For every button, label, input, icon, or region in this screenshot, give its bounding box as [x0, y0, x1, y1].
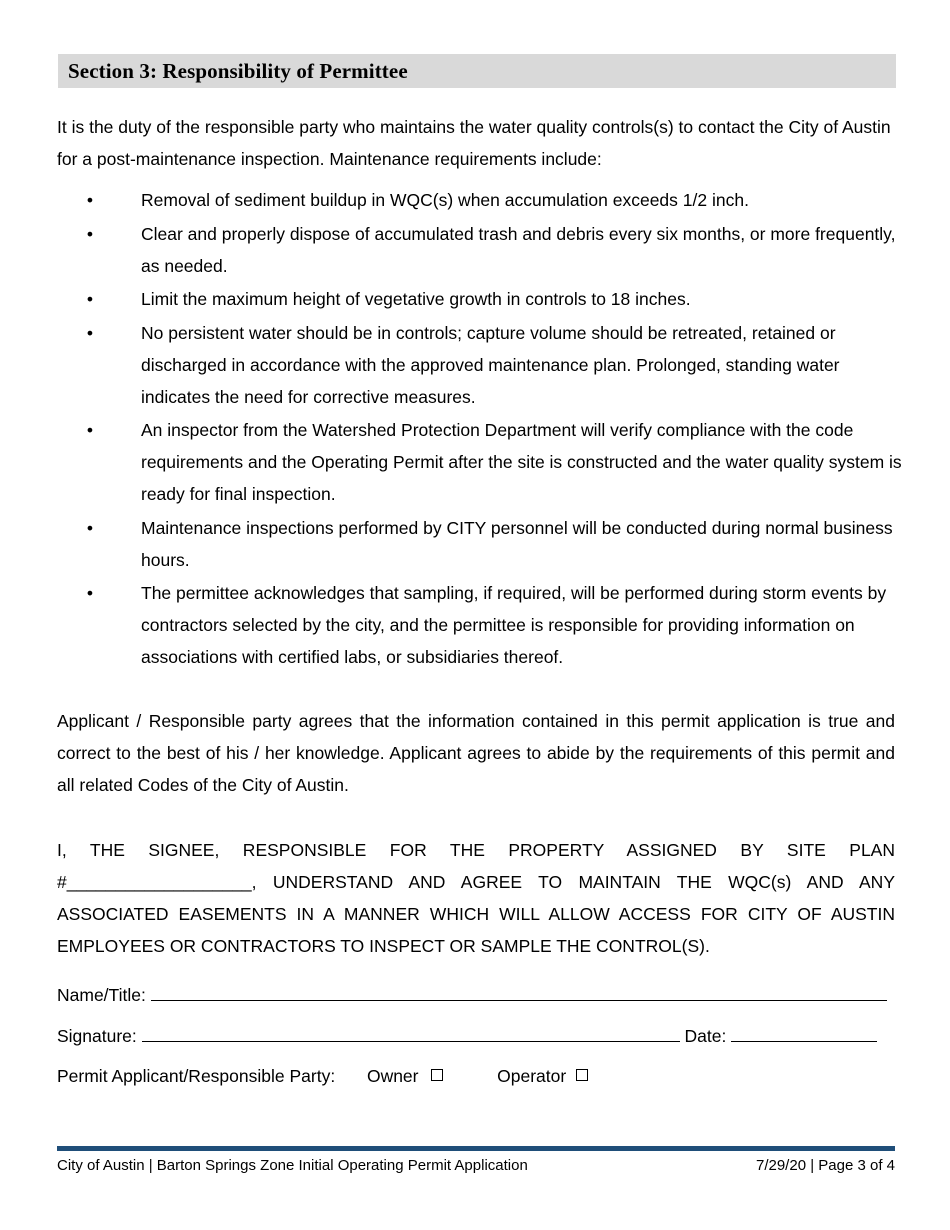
section-title: Section 3: Responsibility of Permittee	[68, 59, 408, 83]
intro-paragraph: It is the duty of the responsible party who maintains the water quality controls(s) to contact the City of Austin for a post-maintenance inspection. Maintenance requirements include:	[57, 117, 891, 169]
bullet-icon: •	[86, 517, 94, 538]
site-plan-blank[interactable]: ___________________	[66, 872, 252, 892]
bullet-icon: •	[86, 190, 94, 210]
list-item: • Maintenance inspections performed by CITY personnel will be conducted during normal business hours.	[57, 512, 902, 576]
signature-row	[57, 1024, 877, 1047]
name-title-field[interactable]	[151, 983, 887, 1001]
list-item: • Limit the maximum height of vegetative growth in controls to 18 inches.	[57, 283, 902, 315]
operator-checkbox[interactable]	[576, 1069, 588, 1081]
bullet-icon: •	[86, 223, 94, 244]
list-item: • The permittee acknowledges that sampling, if required, will be performed during storm events by contractors selected by the city, and the permittee is responsible for providing information on associations with certified labs, or subsidiaries thereof.	[57, 577, 902, 673]
list-item: • Clear and properly dispose of accumulated trash and debris every six months, or more frequently, as needed.	[57, 218, 902, 282]
bullet-icon: •	[86, 420, 94, 440]
owner-label: Owner	[366, 1066, 419, 1086]
signee-statement: I, THE SIGNEE, RESPONSIBLE FOR THE PROPERTY ASSIGNED BY SITE PLAN #___________________, UNDERSTAND AND AGREE TO MAINTAIN THE WQC(s) AND ANY ASSOCIATED EASEMENTS IN A MANNER WHICH WILL ALLOW ACCESS FOR CITY OF AUSTIN EMPLOYEES OR CONTRACTORS TO INSPECT OR SAMPLE THE CONTROL(S).	[57, 840, 895, 956]
bullet-icon: •	[86, 322, 94, 343]
requirements-list	[57, 184, 902, 675]
signature-field[interactable]	[142, 1024, 680, 1042]
name-title-label: Name/Title:	[57, 985, 146, 1005]
footer-page-info: 7/29/20 | Page 3 of 4	[755, 1157, 895, 1174]
bullet-icon: •	[86, 583, 94, 603]
list-item: • No persistent water should be in controls; capture volume should be retreated, retained or discharged in accordance with the approved maintenance plan. Prolonged, standing water indicates the need for corrective measures.	[57, 317, 902, 413]
list-item: • An inspector from the Watershed Protection Department will verify compliance with the code requirements and the Operating Permit after the site is constructed and the water quality system is ready for final inspection.	[57, 414, 902, 510]
signature-label: Signature:	[57, 1026, 137, 1046]
owner-checkbox[interactable]	[431, 1069, 443, 1081]
date-field[interactable]	[731, 1024, 877, 1042]
footer-title: City of Austin | Barton Springs Zone Initial Operating Permit Application	[57, 1157, 528, 1174]
bullet-icon: •	[86, 289, 94, 309]
footer-rule	[57, 1146, 895, 1151]
list-item: • Removal of sediment buildup in WQC(s) when accumulation exceeds 1/2 inch.	[57, 184, 902, 216]
party-label: Permit Applicant/Responsible Party:	[57, 1066, 336, 1086]
responsible-party-row	[57, 1066, 588, 1087]
operator-label: Operator	[497, 1066, 567, 1086]
name-title-row	[57, 983, 887, 1006]
section-header	[58, 54, 896, 88]
agreement-paragraph: Applicant / Responsible party agrees that the information contained in this permit application is true and correct to the best of his / her knowledge. Applicant agrees to abide by the requirements of this permit and all related Codes of the City of Austin.	[57, 711, 895, 795]
date-label: Date:	[684, 1026, 727, 1046]
